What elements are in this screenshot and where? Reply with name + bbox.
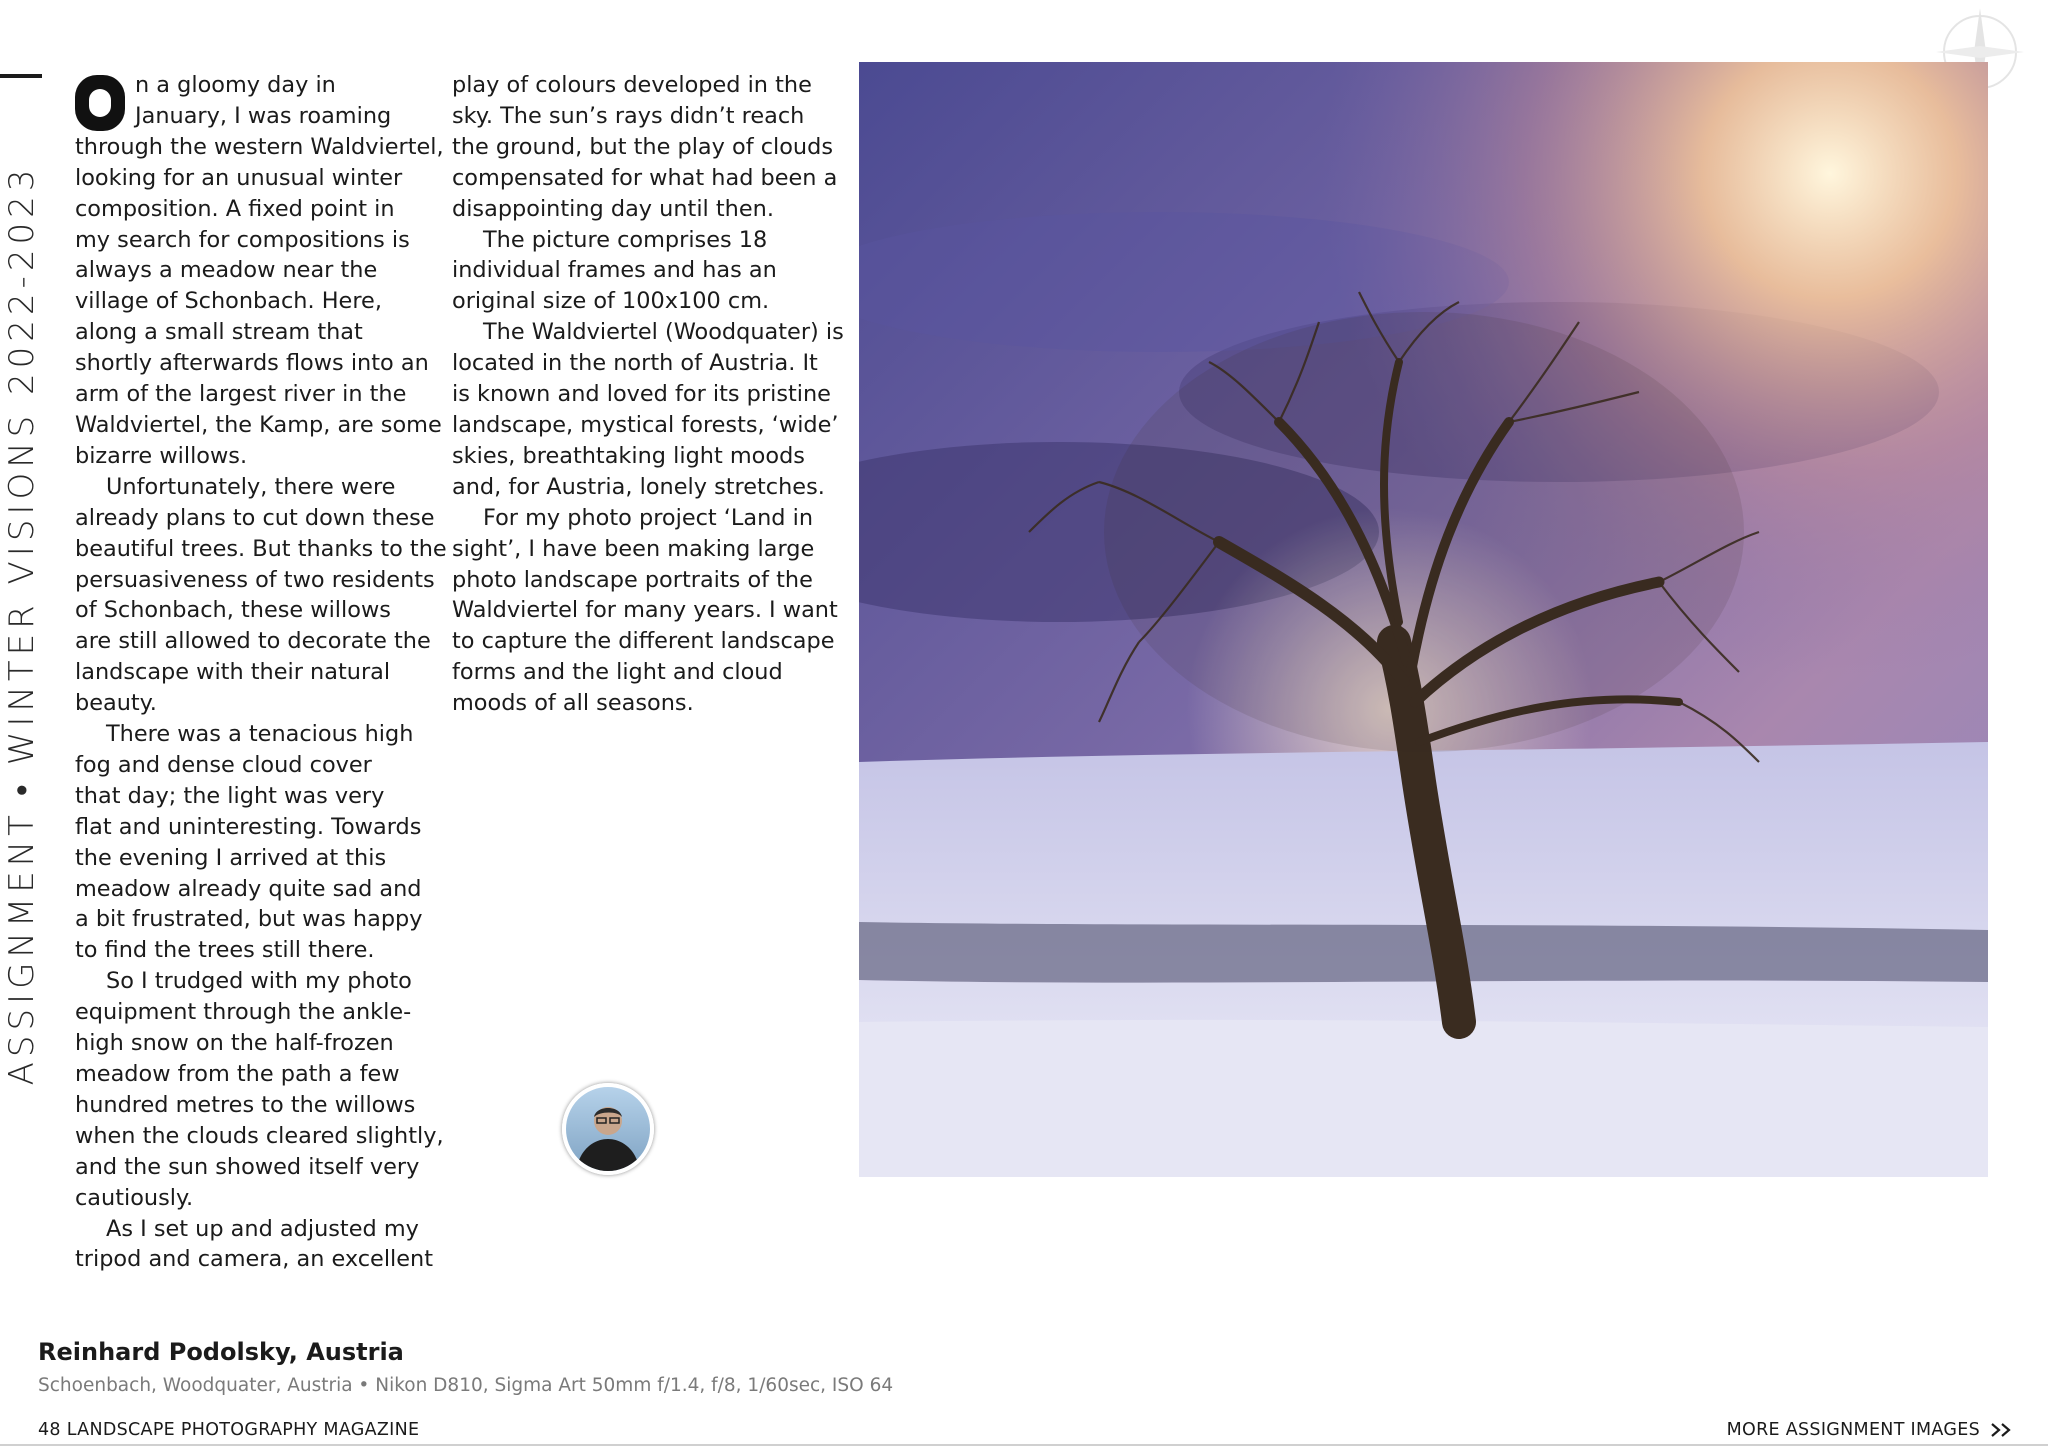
text-line: persuasiveness of two residents: [75, 566, 435, 593]
side-rule: [0, 74, 42, 78]
tree-landscape-image: [859, 62, 1988, 1177]
text-line: bizarre willows.: [75, 442, 248, 469]
text-line: disappointing day until then.: [452, 195, 774, 222]
text-line: to capture the different landscape: [452, 628, 835, 655]
section-name: ASSIGNMENT: [2, 810, 42, 1086]
text-line: There was a tenacious high: [106, 721, 414, 748]
column-1-text: [75, 70, 447, 1275]
text-line: meadow from the path a few: [75, 1061, 400, 1087]
main-photo: [859, 62, 1988, 1177]
text-line: photo landscape portraits of the: [452, 566, 813, 593]
text-line: village of Schonbach. Here,: [75, 288, 382, 315]
section-separator: •: [2, 779, 42, 797]
more-assignment-label[interactable]: MORE ASSIGNMENT IMAGES: [1726, 1420, 1980, 1440]
text-line: tripod and camera, an excellent: [75, 1246, 434, 1273]
text-line: Waldviertel for many years. I want: [452, 597, 838, 624]
text-line: flat and uninteresting. Towards: [75, 813, 422, 840]
text-line: my search for compositions is: [75, 226, 410, 253]
text-line: forms and the light and cloud: [452, 659, 783, 686]
text-line: original size of 100x100 cm.: [452, 288, 770, 315]
double-chevron-right-icon[interactable]: [1990, 1422, 2014, 1438]
photo-details: Schoenbach, Woodquater, Austria • Nikon D810, Sigma Art 50mm f/1.4, f/8, 1/60sec, ISO 64: [38, 1375, 894, 1396]
text-line: when the clouds cleared slightly,: [75, 1122, 444, 1149]
text-line: cautiously.: [75, 1184, 194, 1211]
text-line: the evening I arrived at this: [75, 844, 387, 871]
column-2-text: [452, 70, 844, 719]
text-line: skies, breathtaking light moods: [452, 442, 805, 469]
text-line: along a small stream that: [75, 319, 363, 346]
article-column-1: [75, 70, 447, 1275]
text-line: play of colours developed in the: [452, 72, 812, 98]
text-line: the ground, but the play of clouds: [452, 133, 834, 160]
more-assignment-link[interactable]: [1727, 1420, 2014, 1440]
page-footer-magazine: 48 LANDSCAPE PHOTOGRAPHY MAGAZINE: [38, 1420, 420, 1440]
text-line: and, for Austria, lonely stretches.: [452, 473, 825, 500]
text-line: Waldviertel, the Kamp, are some: [75, 411, 442, 438]
text-line: landscape, mystical forests, ‘wide’: [452, 411, 839, 438]
text-line: meadow already quite sad and: [75, 875, 422, 902]
text-line: looking for an unusual winter: [75, 164, 403, 191]
text-line: sky. The sun’s rays didn’t reach: [452, 102, 805, 129]
text-line: shortly afterwards flows into an: [75, 350, 429, 377]
text-line: moods of all seasons.: [452, 690, 694, 717]
text-line: is known and loved for its pristine: [452, 381, 831, 408]
text-line: that day; the light was very: [75, 782, 385, 809]
text-line: Unfortunately, there were: [106, 473, 396, 500]
text-line: arm of the largest river in the: [75, 381, 407, 408]
text-line: of Schonbach, these willows: [75, 597, 391, 624]
text-line: sight’, I have been making large: [452, 535, 815, 562]
text-line: n a gloomy day in: [135, 72, 336, 98]
photographer-avatar: [562, 1083, 654, 1175]
text-line: a bit frustrated, but was happy: [75, 906, 423, 933]
article-column-2: [452, 70, 844, 719]
text-line: individual frames and has an: [452, 257, 777, 284]
text-line: January, I was roaming: [135, 102, 392, 129]
text-line: high snow on the half-frozen: [75, 1030, 394, 1057]
text-line: beauty.: [75, 690, 157, 717]
text-line: already plans to cut down these: [75, 504, 435, 531]
text-line: located in the north of Austria. It: [452, 350, 818, 377]
text-line: As I set up and adjusted my: [106, 1215, 419, 1242]
text-line: composition. A fixed point in: [75, 195, 395, 222]
text-line: and the sun showed itself very: [75, 1153, 420, 1180]
text-line: For my photo project ‘Land in: [483, 504, 814, 531]
text-line: are still allowed to decorate the: [75, 628, 431, 655]
text-line: So I trudged with my photo: [106, 968, 412, 995]
text-line: compensated for what had been a: [452, 164, 838, 191]
photographer-name: Reinhard Podolsky, Austria: [38, 1338, 404, 1366]
text-line: The Waldviertel (Woodquater) is: [483, 319, 844, 346]
text-line: to find the trees still there.: [75, 937, 375, 964]
text-line: fog and dense cloud cover: [75, 751, 372, 778]
page-bottom-rule: [0, 1444, 2048, 1446]
text-line: through the western Waldviertel,: [75, 133, 444, 160]
text-line: beautiful trees. But thanks to the: [75, 535, 447, 562]
text-line: landscape with their natural: [75, 659, 391, 686]
text-line: The picture comprises 18: [483, 226, 768, 253]
section-title: WINTER VISIONS 2022-2023: [2, 164, 42, 766]
text-line: hundred metres to the willows: [75, 1091, 416, 1118]
text-line: equipment through the ankle-: [75, 999, 412, 1026]
text-line: always a meadow near the: [75, 257, 378, 284]
drop-cap: [75, 75, 125, 131]
section-label: [2, 165, 42, 1086]
